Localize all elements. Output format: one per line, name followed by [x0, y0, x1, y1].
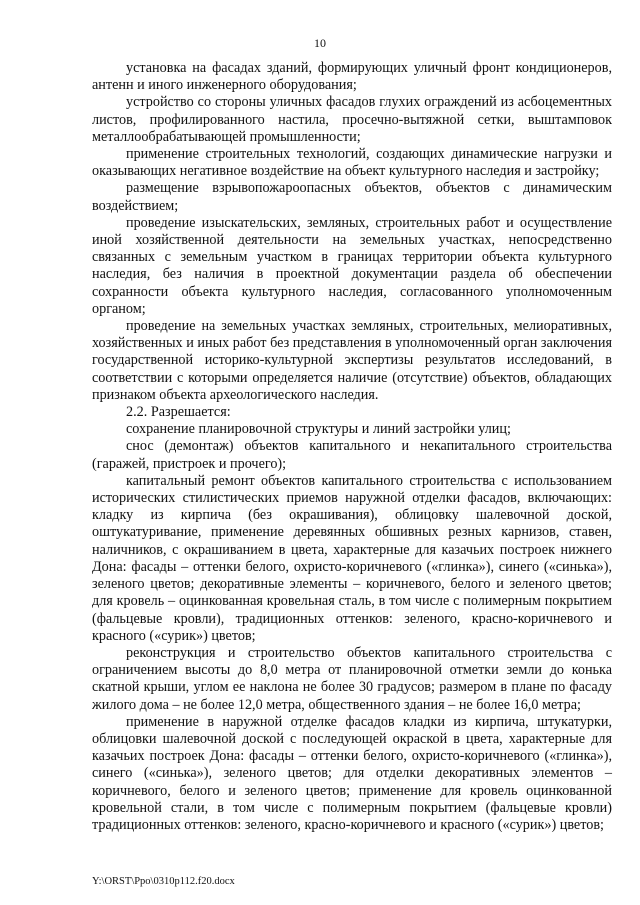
- file-path-footer: Y:\ORST\Ppo\0310p112.f20.docx: [92, 876, 235, 887]
- paragraph-archaeology: проведение на земельных участках земляных, строительных, мелиоративных, хозяйственных и иных работ без представления в уполномоченный орган заключения государственной историко-культурной экспертизы результатов исследований, в соответствии с которыми определяется наличие (отсутствие) объектов, обладающих признаком объекта археологического наследия.: [92, 318, 612, 403]
- paragraph-ac-units: установка на фасадах зданий, формирующих уличный фронт кондиционеров, антенн и иного инженерного оборудования;: [92, 60, 612, 94]
- page-number: 10: [314, 36, 326, 50]
- document-body: [92, 60, 612, 834]
- paragraph-hazardous-objects: размещение взрывопожароопасных объектов, объектов с динамическим воздействием;: [92, 180, 612, 214]
- paragraph-reconstruction: реконструкция и строительство объектов капитального строительства с ограничением высоты до 8,0 метра от планировочной отметки земли до конька скатной крыши, углом ее наклона не более 30 градусов; размером в плане по фасаду жилого дома – не более 12,0 метра, общественного здания – не более 16,0 метра;: [92, 644, 612, 713]
- paragraph-demolition: снос (демонтаж) объектов капитального и некапитального строительства (гаражей, пристроек и прочего);: [92, 438, 612, 472]
- paragraph-survey-works: проведение изыскательских, земляных, строительных работ и осуществление иной хозяйственной деятельности на земельных участках, непосредственно связанных с земельным участком в границах территории объекта культурного наследия, без наличия в проектной документации раздела об обеспечении сохранности объекта культурного наследия, согласованного уполномоченным органом;: [92, 214, 612, 317]
- paragraph-planning-structure: сохранение планировочной структуры и линий застройки улиц;: [126, 421, 511, 438]
- paragraph-capital-repair: капитальный ремонт объектов капитального строительства с использованием исторических стилистических приемов наружной отделки фасадов, включающих: кладку из кирпича (без окрашивания), облицовку шалевочной доской, оштукатуривание, применение деревянных обшивных резных карнизов, ставен, наличников, с окрашиванием в цвета, характерные для казачьих построек нижнего Дона: фасады – оттенки белого, охристо-коричневого («глинка»), синего («синька»), зеленого цветов; декоративные элементы – коричневого, белого и зеленого цветов; для кровель – оцинкованная кровельная сталь, в том числе с полимерным покрытием (фальцевые кровли), традиционных оттенков: зеленого, красно-коричневого и красного («сурик») цветов;: [92, 472, 612, 644]
- paragraph-fences: устройство со стороны уличных фасадов глухих ограждений из асбоцементных листов, профилированного настила, просечно-вытяжной сетки, выштамповок металлообрабатывающей промышленности;: [92, 94, 612, 145]
- paragraph-facade-finish: применение в наружной отделке фасадов кладки из кирпича, штукатурки, облицовки шалевочной доской с последующей окраской в цвета, характерные для казачьих построек Дона: фасады – оттенки белого, охристо-коричневого («глинка»), синего («синька»), зеленого цветов; для отделки декоративных элементов – коричневого, белого и зеленого цветов; применение для кровель оцинкованной кровельной стали, в том числе с полимерным покрытием (фальцевые кровли) традиционных оттенков: зеленого, красно-коричневого и красного («сурик») цветов;: [92, 713, 612, 833]
- paragraph-dynamic-loads: применение строительных технологий, создающих динамические нагрузки и оказывающих негативное воздействие на объект культурного наследия и застройку;: [92, 146, 612, 180]
- section-heading-permitted: 2.2. Разрешается:: [126, 404, 231, 421]
